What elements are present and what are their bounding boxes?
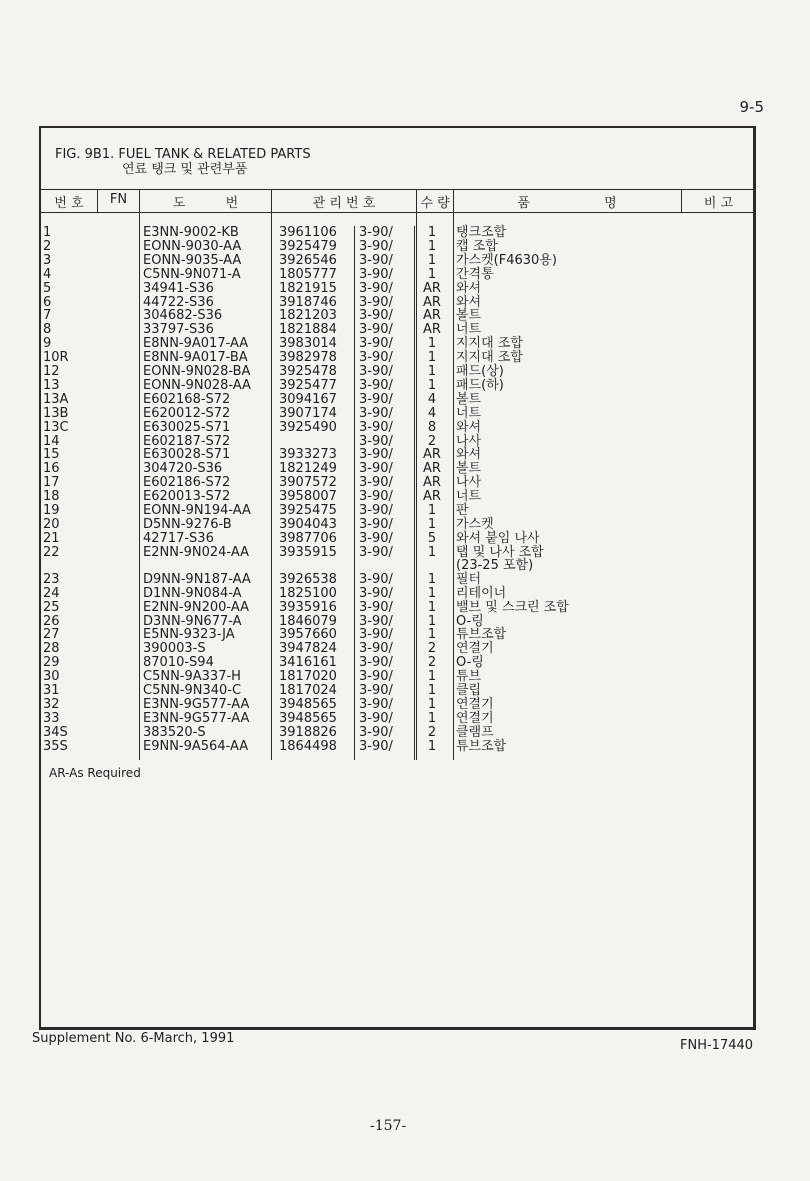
cell-code: 3-90/ xyxy=(359,405,393,421)
cell-control: 3983014 xyxy=(279,336,337,352)
figure-title: FIG. 9B1. FUEL TANK & RELATED PARTS xyxy=(55,147,311,162)
cell-name: 너트 xyxy=(456,489,482,505)
table-row xyxy=(41,351,751,365)
cell-control: 1825100 xyxy=(279,585,337,601)
cell-name: O-링 xyxy=(456,655,484,671)
cell-ref: 12 xyxy=(43,364,60,379)
cell-control: 3958007 xyxy=(279,489,337,505)
cell-name: 밸브 및 스크린 조합 xyxy=(456,599,569,615)
table-row xyxy=(41,226,751,240)
cell-code: 3-90/ xyxy=(359,447,393,463)
cell-qty: 5 xyxy=(427,530,437,546)
cell-name: 연결기 xyxy=(456,696,494,712)
table-row xyxy=(41,628,751,642)
cell-name: 와셔 xyxy=(456,280,482,296)
cell-drawing: 34941-S36 xyxy=(143,280,214,296)
table-row xyxy=(41,698,751,712)
cell-drawing: D5NN-9276-B xyxy=(143,516,232,532)
cell-ref: 13C xyxy=(43,419,69,435)
cell-ref: 19 xyxy=(43,503,60,518)
cell-control: 1864498 xyxy=(279,738,337,754)
cell-drawing: E620012-S72 xyxy=(143,405,231,421)
cell-name: 너트 xyxy=(456,322,482,338)
table-row xyxy=(41,726,751,740)
cell-drawing: 33797-S36 xyxy=(143,322,214,338)
cell-control: 3935915 xyxy=(279,544,337,560)
header-quantity: 수 량 xyxy=(420,196,450,211)
cell-drawing: EONN-9030-AA xyxy=(143,238,242,254)
cell-name: 리테이너 xyxy=(456,585,507,601)
cell-name: 나사 xyxy=(456,433,482,449)
cell-ref: 24 xyxy=(43,585,60,601)
cell-ref: 21 xyxy=(43,530,60,546)
cell-name: 패드(하) xyxy=(456,377,504,393)
cell-control: 3947824 xyxy=(279,641,337,657)
cell-code: 3-90/ xyxy=(359,641,393,657)
cell-code: 3-90/ xyxy=(359,322,393,338)
cell-name: 연결기 xyxy=(456,710,494,726)
cell-control: 3957660 xyxy=(279,627,337,643)
header-fn: FN xyxy=(109,192,128,207)
table-row xyxy=(41,379,751,393)
cell-code: 3-90/ xyxy=(359,516,393,532)
cell-code: 3-90/ xyxy=(359,627,393,643)
cell-name: 너트 xyxy=(456,405,482,421)
table-row xyxy=(41,642,751,656)
table-row xyxy=(41,559,751,573)
table-row xyxy=(41,490,751,504)
header-top-rule xyxy=(41,189,753,190)
cell-ref: 29 xyxy=(43,655,60,671)
cell-drawing: D3NN-9N677-A xyxy=(143,613,242,629)
cell-name: 볼트 xyxy=(456,308,482,324)
cell-control: 3948565 xyxy=(279,696,337,712)
table-row xyxy=(41,393,751,407)
cell-control: 1821915 xyxy=(279,280,337,296)
cell-ref: 18 xyxy=(43,489,60,505)
cell-drawing: E3NN-9G577-AA xyxy=(143,696,250,712)
header-bottom-rule xyxy=(41,212,753,213)
table-row xyxy=(41,365,751,379)
cell-name: 튜브조합 xyxy=(456,738,507,754)
cell-drawing: 304720-S36 xyxy=(143,461,223,477)
cell-qty: 1 xyxy=(427,516,437,532)
cell-code: 3-90/ xyxy=(359,710,393,726)
table-row xyxy=(41,337,751,351)
cell-control: 1821884 xyxy=(279,322,337,338)
cell-ref: 26 xyxy=(43,613,60,629)
cell-control: 3925490 xyxy=(279,419,337,435)
cell-code: 3-90/ xyxy=(359,461,393,477)
cell-control: 3925475 xyxy=(279,503,337,518)
table-row xyxy=(41,518,751,532)
cell-name: 튜브 xyxy=(456,669,482,685)
cell-ref: 27 xyxy=(43,627,60,643)
cell-name: 지지대 조합 xyxy=(456,336,523,352)
cell-control: 3094167 xyxy=(279,391,337,407)
cell-name: 튜브조합 xyxy=(456,627,507,643)
cell-code: 3-90/ xyxy=(359,544,393,560)
cell-code: 3-90/ xyxy=(359,364,393,379)
cell-code: 3-90/ xyxy=(359,475,393,491)
cell-qty: AR xyxy=(423,489,441,505)
cell-drawing: E5NN-9323-JA xyxy=(143,627,235,643)
table-row xyxy=(41,573,751,587)
cell-drawing: E8NN-9A017-AA xyxy=(143,336,249,352)
cell-qty: 1 xyxy=(427,377,437,393)
cell-code: 3-90/ xyxy=(359,238,393,254)
cell-drawing: E3NN-9002-KB xyxy=(143,225,239,240)
cell-ref: 16 xyxy=(43,461,60,477)
cell-ref: 6 xyxy=(43,294,52,310)
table-row xyxy=(41,309,751,323)
cell-drawing: 304682-S36 xyxy=(143,308,223,324)
cell-name: 와셔 xyxy=(456,294,482,310)
cell-drawing: E602187-S72 xyxy=(143,433,231,449)
cell-ref: 28 xyxy=(43,641,60,657)
cell-ref: 13A xyxy=(43,391,69,407)
cell-name: O-링 xyxy=(456,613,484,629)
table-row xyxy=(41,296,751,310)
cell-ref: 35S xyxy=(43,738,68,754)
cell-ref: 31 xyxy=(43,683,60,698)
cell-ref: 34S xyxy=(43,724,68,740)
cell-qty: 1 xyxy=(427,266,437,282)
cell-control: 1817020 xyxy=(279,669,337,685)
cell-name: 가스켓(F4630용) xyxy=(456,252,557,268)
cell-name: 볼트 xyxy=(456,461,482,477)
cell-qty: 1 xyxy=(427,683,437,698)
cell-drawing: C5NN-9N071-A xyxy=(143,266,241,282)
cell-name: (23-25 포함) xyxy=(456,557,534,573)
cell-qty: 1 xyxy=(427,696,437,712)
cell-ref: 15 xyxy=(43,447,60,463)
cell-drawing: EONN-9N194-AA xyxy=(143,503,251,518)
document-code: FNH-17440 xyxy=(680,1038,754,1053)
cell-code: 3-90/ xyxy=(359,308,393,324)
cell-code: 3-90/ xyxy=(359,433,393,449)
cell-control: 3918746 xyxy=(279,294,337,310)
cell-code: 3-90/ xyxy=(359,571,393,587)
cell-ref: 22 xyxy=(43,544,60,560)
cell-code: 3-90/ xyxy=(359,280,393,296)
cell-control: 3933273 xyxy=(279,447,337,463)
table-row xyxy=(41,601,751,615)
table-row xyxy=(41,546,751,560)
cell-drawing: EONN-9035-AA xyxy=(143,252,242,268)
cell-ref: 10R xyxy=(43,350,69,366)
cell-drawing: 42717-S36 xyxy=(143,530,214,546)
cell-ref: 5 xyxy=(43,280,52,296)
cell-qty: AR xyxy=(423,308,441,324)
cell-code: 3-90/ xyxy=(359,377,393,393)
table-row xyxy=(41,254,751,268)
cell-qty: 1 xyxy=(427,364,437,379)
table-row xyxy=(41,504,751,518)
table-row xyxy=(41,268,751,282)
cell-ref: 13 xyxy=(43,377,60,393)
cell-control: 3925478 xyxy=(279,364,337,379)
cell-code: 3-90/ xyxy=(359,724,393,740)
page-number-top: 9-5 xyxy=(739,98,764,116)
as-required-note: AR-As Required xyxy=(49,766,141,780)
cell-drawing: D1NN-9N084-A xyxy=(143,585,242,601)
table-row xyxy=(41,448,751,462)
table-row xyxy=(41,615,751,629)
cell-qty: 1 xyxy=(427,252,437,268)
cell-ref: 7 xyxy=(43,308,52,324)
table-row xyxy=(41,532,751,546)
cell-code: 3-90/ xyxy=(359,696,393,712)
table-row xyxy=(41,407,751,421)
cell-qty: 1 xyxy=(427,599,437,615)
header-ref: 번 호 xyxy=(54,196,84,211)
cell-qty: 1 xyxy=(427,336,437,352)
cell-ref: 8 xyxy=(43,322,52,338)
cell-drawing: 87010-S94 xyxy=(143,655,214,671)
cell-drawing: E630028-S71 xyxy=(143,447,231,463)
cell-qty: AR xyxy=(423,322,441,338)
cell-drawing: EONN-9N028-AA xyxy=(143,377,251,393)
cell-control: 3926546 xyxy=(279,252,337,268)
cell-qty: 1 xyxy=(427,669,437,685)
table-row xyxy=(41,240,751,254)
cell-qty: AR xyxy=(423,447,441,463)
cell-drawing: E2NN-9N200-AA xyxy=(143,599,249,615)
cell-qty: 2 xyxy=(427,433,437,449)
cell-drawing: 390003-S xyxy=(143,641,206,657)
cell-code: 3-90/ xyxy=(359,669,393,685)
cell-code: 3-90/ xyxy=(359,225,393,240)
cell-qty: AR xyxy=(423,280,441,296)
cell-name: 캡 조합 xyxy=(456,238,498,254)
cell-code: 3-90/ xyxy=(359,419,393,435)
cell-qty: 1 xyxy=(427,544,437,560)
figure-subtitle: 연료 탱크 및 관련부품 xyxy=(122,162,248,177)
cell-control: 3925477 xyxy=(279,377,337,393)
cell-code: 3-90/ xyxy=(359,683,393,698)
cell-name: 탱크조합 xyxy=(456,225,507,240)
cell-qty: 1 xyxy=(427,350,437,366)
cell-drawing: E2NN-9N024-AA xyxy=(143,544,249,560)
cell-qty: 4 xyxy=(427,391,437,407)
header-control-number: 관 리 번 호 xyxy=(312,196,376,211)
table-row xyxy=(41,282,751,296)
cell-code: 3-90/ xyxy=(359,391,393,407)
cell-code: 3-90/ xyxy=(359,266,393,282)
cell-ref: 9 xyxy=(43,336,52,352)
cell-drawing: 383520-S xyxy=(143,724,206,740)
cell-name: 간격통 xyxy=(456,266,494,282)
cell-ref: 20 xyxy=(43,516,60,532)
cell-ref: 33 xyxy=(43,710,60,726)
cell-name: 와셔 xyxy=(456,447,482,463)
cell-drawing: D9NN-9N187-AA xyxy=(143,571,251,587)
cell-ref: 32 xyxy=(43,696,60,712)
cell-ref: 1 xyxy=(43,225,52,240)
cell-drawing: E602186-S72 xyxy=(143,475,231,491)
cell-qty: 2 xyxy=(427,641,437,657)
cell-drawing: E620013-S72 xyxy=(143,489,231,505)
cell-control: 3987706 xyxy=(279,530,337,546)
table-row xyxy=(41,462,751,476)
cell-ref: 13B xyxy=(43,405,69,421)
cell-drawing: E3NN-9G577-AA xyxy=(143,710,250,726)
table-row xyxy=(41,740,751,754)
cell-name: 필터 xyxy=(456,571,482,587)
cell-control: 3918826 xyxy=(279,724,337,740)
cell-control: 1817024 xyxy=(279,683,337,698)
cell-ref: 4 xyxy=(43,266,52,282)
cell-ref: 2 xyxy=(43,238,52,254)
table-row xyxy=(41,670,751,684)
cell-drawing: C5NN-9N340-C xyxy=(143,683,242,698)
table-row xyxy=(41,476,751,490)
cell-code: 3-90/ xyxy=(359,585,393,601)
cell-control: 3925479 xyxy=(279,238,337,254)
parts-table-frame xyxy=(39,126,756,1030)
cell-ref: 3 xyxy=(43,252,52,268)
table-row xyxy=(41,421,751,435)
page-number-bottom: -157- xyxy=(370,1118,407,1134)
cell-name: 연결기 xyxy=(456,641,494,657)
cell-control: 1805777 xyxy=(279,266,337,282)
cell-ref: 17 xyxy=(43,475,60,491)
cell-name: 볼트 xyxy=(456,391,482,407)
cell-control: 1821203 xyxy=(279,308,337,324)
cell-qty: 1 xyxy=(427,710,437,726)
cell-qty: 1 xyxy=(427,225,437,240)
cell-name: 지지대 조합 xyxy=(456,350,523,366)
cell-ref: 30 xyxy=(43,669,60,685)
cell-name: 탭 및 나사 조합 xyxy=(456,544,544,560)
cell-ref: 14 xyxy=(43,433,60,449)
cell-qty: 1 xyxy=(427,613,437,629)
header-drawing: 도 번 xyxy=(172,196,239,211)
cell-qty: 4 xyxy=(427,405,437,421)
cell-ref: 25 xyxy=(43,599,60,615)
header-part-name: 품 명 xyxy=(517,196,617,211)
table-row xyxy=(41,587,751,601)
cell-control: 3935916 xyxy=(279,599,337,615)
cell-control: 3904043 xyxy=(279,516,337,532)
cell-code: 3-90/ xyxy=(359,530,393,546)
cell-qty: 1 xyxy=(427,503,437,518)
cell-control: 3948565 xyxy=(279,710,337,726)
cell-drawing: E8NN-9A017-BA xyxy=(143,350,248,366)
table-row xyxy=(41,323,751,337)
cell-qty: AR xyxy=(423,461,441,477)
cell-name: 판 xyxy=(456,503,469,518)
cell-name: 와셔 붙임 나사 xyxy=(456,530,540,546)
cell-code: 3-90/ xyxy=(359,503,393,518)
header-remarks: 비 고 xyxy=(703,196,734,211)
cell-qty: 1 xyxy=(427,738,437,754)
cell-qty: 1 xyxy=(427,627,437,643)
cell-code: 3-90/ xyxy=(359,655,393,671)
table-row xyxy=(41,435,751,449)
cell-control: 3416161 xyxy=(279,655,337,671)
table-row xyxy=(41,656,751,670)
cell-drawing: E630025-S71 xyxy=(143,419,231,435)
cell-code: 3-90/ xyxy=(359,489,393,505)
cell-control: 3907572 xyxy=(279,475,337,491)
cell-code: 3-90/ xyxy=(359,252,393,268)
cell-qty: AR xyxy=(423,294,441,310)
cell-code: 3-90/ xyxy=(359,738,393,754)
cell-control: 3907174 xyxy=(279,405,337,421)
table-row xyxy=(41,684,751,698)
cell-name: 클램프 xyxy=(456,724,494,740)
cell-control: 1821249 xyxy=(279,461,337,477)
cell-ref: 23 xyxy=(43,571,60,587)
cell-code: 3-90/ xyxy=(359,350,393,366)
col-rule xyxy=(97,189,98,213)
supplement-footer: Supplement No. 6-March, 1991 xyxy=(32,1031,235,1046)
table-row xyxy=(41,712,751,726)
cell-name: 와셔 xyxy=(456,419,482,435)
cell-name: 패드(상) xyxy=(456,364,504,379)
cell-code: 3-90/ xyxy=(359,613,393,629)
cell-code: 3-90/ xyxy=(359,294,393,310)
cell-qty: 1 xyxy=(427,238,437,254)
cell-drawing: E9NN-9A564-AA xyxy=(143,738,249,754)
col-rule xyxy=(681,189,682,213)
cell-qty: 1 xyxy=(427,571,437,587)
cell-drawing: 44722-S36 xyxy=(143,294,214,310)
cell-drawing: EONN-9N028-BA xyxy=(143,364,251,379)
cell-code: 3-90/ xyxy=(359,599,393,615)
cell-name: 클립 xyxy=(456,683,482,698)
cell-control: 3961106 xyxy=(279,225,337,240)
cell-control: 3982978 xyxy=(279,350,337,366)
cell-code: 3-90/ xyxy=(359,336,393,352)
figure-title-block xyxy=(55,147,311,177)
cell-drawing: C5NN-9A337-H xyxy=(143,669,241,685)
cell-name: 가스켓 xyxy=(456,516,494,532)
cell-qty: 8 xyxy=(427,419,437,435)
cell-name: 나사 xyxy=(456,475,482,491)
cell-control: 1846079 xyxy=(279,613,337,629)
cell-qty: AR xyxy=(423,475,441,491)
cell-qty: 2 xyxy=(427,655,437,671)
cell-qty: 2 xyxy=(427,724,437,740)
cell-drawing: E602168-S72 xyxy=(143,391,231,407)
cell-control: 3926538 xyxy=(279,571,337,587)
cell-qty: 1 xyxy=(427,585,437,601)
